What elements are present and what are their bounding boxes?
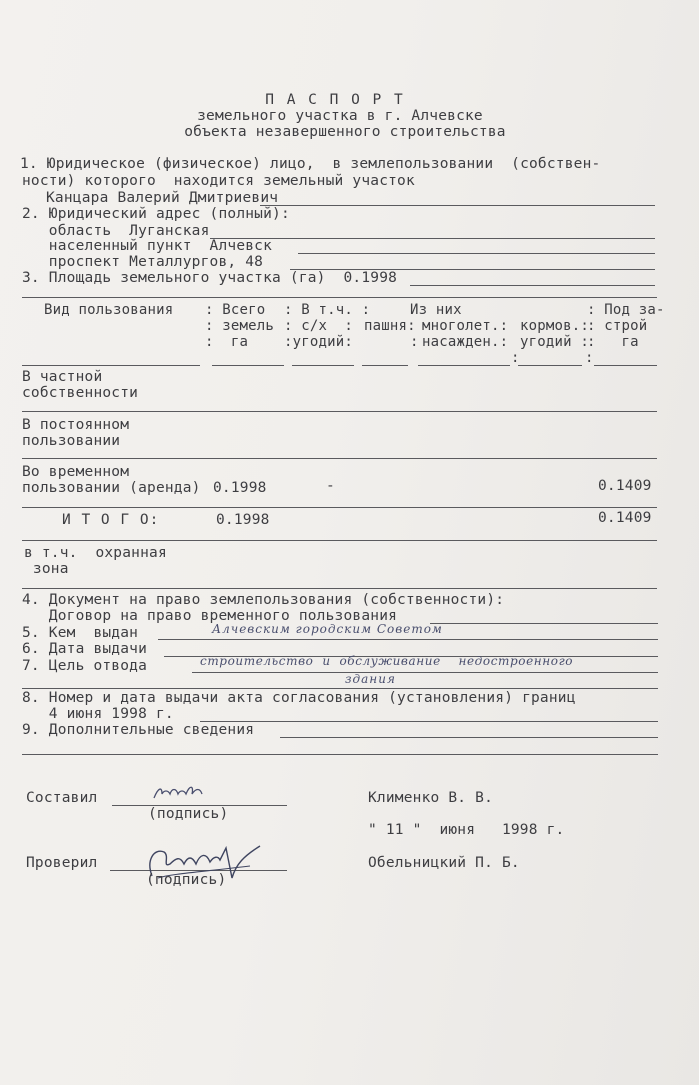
col-header-kormov-2: угодий : (520, 334, 590, 350)
composed-sign-hint: (подпись) (148, 806, 229, 822)
item-2-street: проспект Металлургов, 48 (22, 254, 264, 270)
item-7-handwritten-2: здания (345, 672, 396, 686)
item-1-value: Канцара Валерий Дмитриевич (46, 190, 279, 206)
item-1-underline (260, 205, 655, 206)
item-7-underline-1 (192, 672, 658, 673)
col-header-vtch-3: :угодий: (284, 334, 354, 350)
item-6-label: 6. Дата выдачи (22, 641, 148, 657)
item-2-region: область Луганская (22, 223, 210, 239)
col-header-pashnya-2: : (410, 334, 419, 350)
item-8-underline (200, 721, 658, 722)
row-temporary-2: пользовании (аренда) (22, 480, 201, 496)
row-permanent-1: В постоянном (22, 417, 130, 433)
row-permanent-2: пользовании (22, 433, 121, 449)
item-3-area: 3. Площадь земельного участка (га) 0.1998 (22, 270, 398, 286)
item-2-label: 2. Юридический адрес (полный): (22, 206, 290, 222)
row-temporary-1: Во временном (22, 464, 130, 480)
row-temporary-dash: - (326, 478, 335, 494)
col-header-pod-3: : га (587, 334, 639, 350)
city-underline (298, 253, 655, 254)
col-header-kormov-3: : (585, 350, 594, 366)
item-5-label: 5. Кем выдан (22, 625, 139, 641)
row-rule (22, 458, 657, 459)
col-header-vtch-2: : с/х : (284, 318, 354, 334)
document-date: " 11 " июня 1998 г. (368, 822, 565, 838)
row-itogo-total: 0.1998 (216, 512, 270, 528)
header-rule-seg (362, 365, 408, 366)
item-4-line-1: 4. Документ на право землепользования (собственности): (22, 592, 505, 608)
item-9-underline-1 (280, 737, 658, 738)
item-4-underline (430, 623, 658, 624)
header-rule-seg (292, 365, 354, 366)
composed-signature-scribble (150, 782, 220, 804)
item-9-label: 9. Дополнительные сведения (22, 722, 255, 738)
table-bottom-rule (22, 588, 657, 589)
row-private-1: В частной (22, 369, 103, 385)
col-header-vtch-1: : В т.ч. : (284, 302, 371, 318)
col-header-pod-2: : строй (587, 318, 648, 334)
header-rule-seg (212, 365, 284, 366)
area-underline (410, 285, 655, 286)
col-header-pashnya-1: пашня: (364, 318, 416, 334)
row-protected-2: зона (24, 561, 69, 577)
item-5-underline (158, 639, 658, 640)
col-header-vsego-2: : земель (205, 318, 275, 334)
row-rule (22, 540, 657, 541)
item-9-underline-2 (22, 754, 658, 755)
row-protected-1: в т.ч. охранная (24, 545, 167, 561)
item-2-city: населенный пункт Алчевск (22, 238, 273, 254)
row-rule (22, 507, 657, 508)
item-7-underline-2 (22, 688, 658, 689)
header-rule-seg (22, 365, 200, 366)
header-rule-seg (518, 365, 582, 366)
checked-sign-hint: (подпись) (146, 872, 227, 888)
col-header-vid: Вид пользования (44, 302, 174, 318)
checked-by-label: Проверил (26, 855, 98, 871)
table-top-rule (22, 297, 657, 298)
document-subtitle-1: земельного участка в г. Алчевске (197, 108, 483, 124)
composed-by-label: Составил (26, 790, 98, 806)
item-1-line-1: 1. Юридическое (физическое) лицо, в землепользовании (собствен- (20, 156, 601, 172)
header-rule-seg (418, 365, 510, 366)
item-8-line-1: 8. Номер и дата выдачи акта согласования (установления) границ (22, 690, 576, 706)
row-temporary-total: 0.1998 (213, 480, 267, 496)
document-subtitle-2: объекта незавершенного строительства (184, 124, 506, 140)
col-header-mnogolet-3: : (511, 350, 520, 366)
header-rule-seg (594, 365, 657, 366)
item-4-line-2: Договор на право временного пользования (22, 608, 398, 624)
item-5-handwritten: Алчевским городским Советом (212, 622, 443, 636)
row-itogo-label: И Т О Г О: (62, 512, 160, 528)
composed-by-name: Клименко В. В. (368, 790, 494, 806)
document-title: П А С П О Р Т (265, 92, 405, 108)
row-rule (22, 411, 657, 412)
col-header-iznih: Из них (410, 302, 462, 318)
row-private-2: собственности (22, 385, 139, 401)
col-header-vsego-3: : га (205, 334, 249, 350)
checked-by-name: Обельницкий П. Б. (368, 855, 520, 871)
col-header-pod-1: : Под за- (587, 302, 665, 318)
item-7-label: 7. Цель отвода (22, 658, 148, 674)
item-1-line-2: ности) которого находится земельный участок (22, 173, 415, 189)
col-header-kormov-1: кормов.: (520, 318, 590, 334)
item-7-handwritten-1: строительство и обслуживание недостроенного (200, 654, 574, 668)
row-temporary-pod: 0.1409 (598, 478, 652, 494)
col-header-mnogolet-2: насажден.: (422, 334, 509, 350)
row-itogo-pod: 0.1409 (598, 510, 652, 526)
col-header-mnogolet-1: многолет.: (422, 318, 509, 334)
col-header-vsego-1: : Всего (205, 302, 266, 318)
region-underline (210, 238, 655, 239)
item-8-line-2: 4 июня 1998 г. (22, 706, 174, 722)
